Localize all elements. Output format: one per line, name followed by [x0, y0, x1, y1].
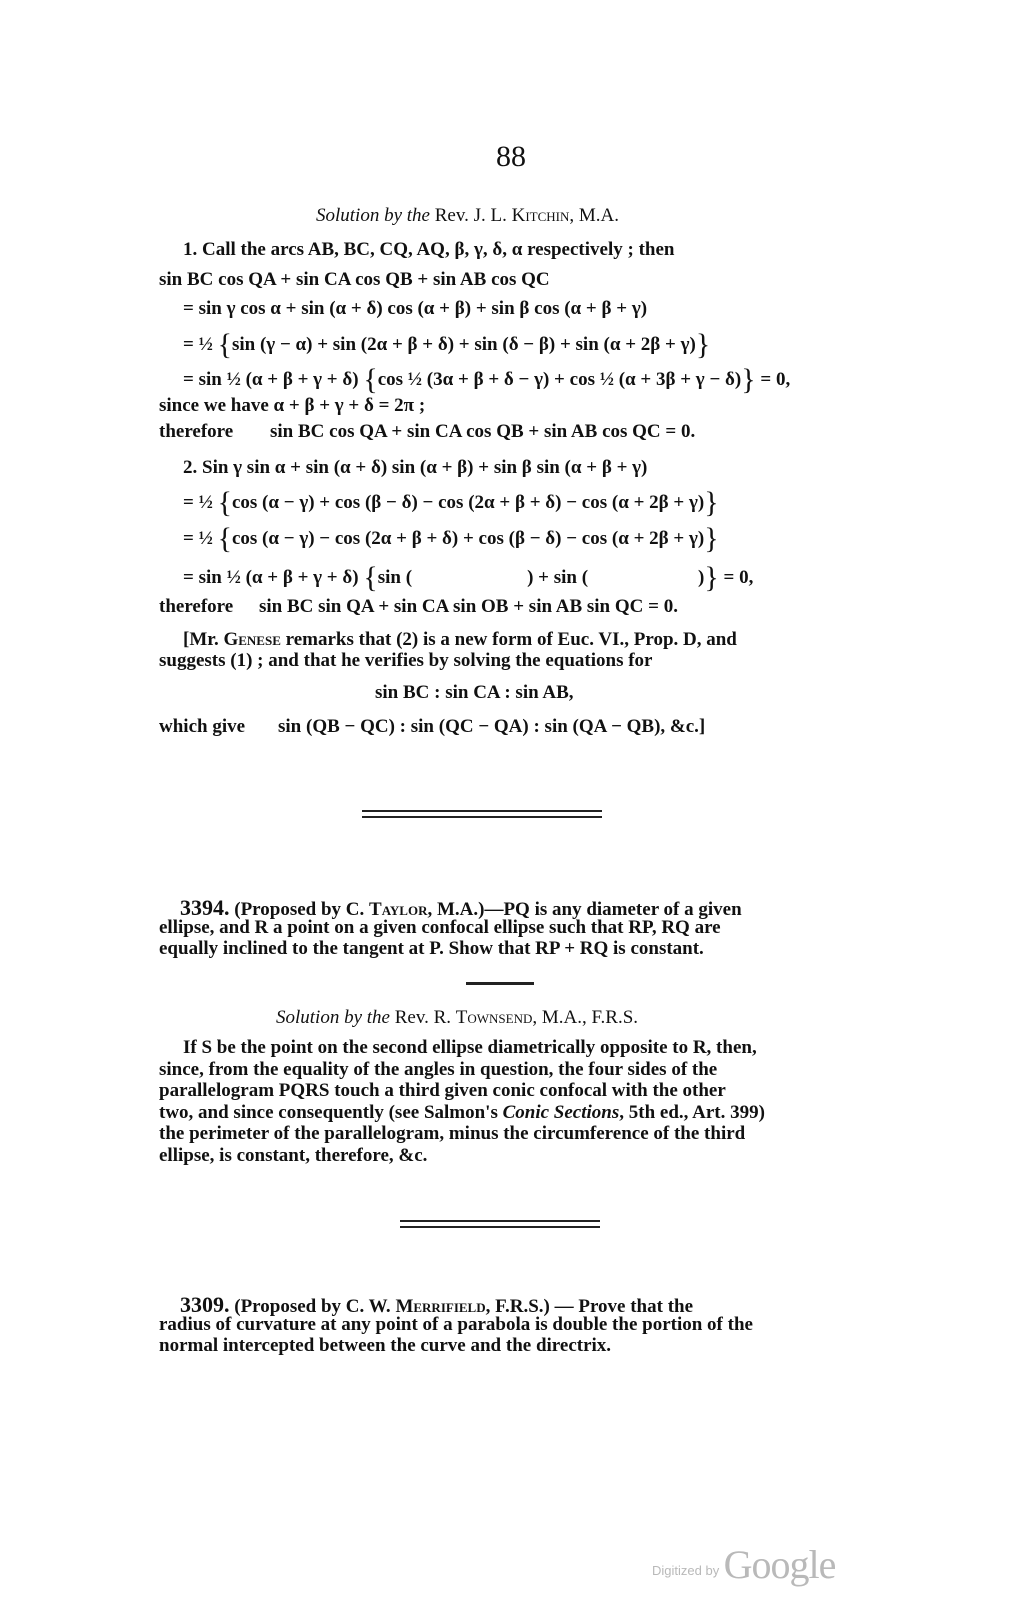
equation-line-5	[183, 522, 719, 556]
equation-line-6	[183, 561, 753, 595]
equation-part-b: ) + sin (	[527, 567, 589, 588]
ratio-line: sin BC : sin CA : sin AB,	[375, 682, 574, 703]
digitized-by-google-watermark	[652, 1541, 835, 1588]
remark-text: remarks that (2) is a new form of Euc. VI., Prop. D, and	[280, 629, 737, 650]
body-line-4	[159, 1102, 835, 1124]
question-3309-line-2: radius of curvature at any point of a parabola is double the portion of the	[159, 1314, 753, 1335]
solution-heading-prefix: Solution by the	[276, 1007, 390, 1028]
left-brace-glyph: {	[217, 328, 232, 361]
remark-line-1	[183, 629, 737, 651]
equation-body: cos (α − γ) + cos (β − δ) − cos (2α + β + δ) − cos (α + 2β + γ)	[231, 492, 705, 513]
remark-prefix: [Mr.	[183, 629, 224, 650]
left-brace-glyph: {	[363, 561, 378, 594]
solution-author-prefix: Rev. R.	[394, 1007, 456, 1028]
remark-line-2: suggests (1) ; and that he verifies by solving the equations for	[159, 650, 653, 671]
book-title: Conic Sections	[502, 1101, 620, 1123]
solution-author-degree: , M.A.	[569, 205, 620, 226]
equation-body: cos ½ (3α + β + δ − γ) + cos ½ (α + 3β + γ − δ)	[377, 369, 742, 390]
which-give-word: which give	[159, 716, 246, 737]
right-brace-glyph: }	[741, 363, 756, 396]
therefore-equation: sin BC sin QA + sin CA sin OB + sin AB sin QC = 0.	[259, 596, 678, 617]
question-text: PQ is any diameter of a given	[503, 899, 742, 920]
sin-sum-line: sin BC cos QA + sin CA cos QB + sin AB cos QC	[159, 269, 550, 290]
equation-tail: = 0,	[760, 369, 791, 390]
proposer-name: Merrifield	[395, 1296, 486, 1317]
solution-heading-kitchin	[316, 205, 619, 227]
digitized-by-text: Digitized by	[652, 1563, 720, 1578]
solution-author-prefix: Rev. J. L.	[434, 205, 512, 226]
google-logo: Google	[723, 1542, 836, 1587]
equation-part-a: sin (	[377, 567, 413, 588]
equation-part-c: )	[698, 567, 705, 588]
solution-author-name: Townsend	[455, 1007, 533, 1028]
question-3394-line-3: equally inclined to the tangent at P. Show that RP + RQ is constant.	[159, 938, 704, 959]
equation-tail: = 0,	[723, 567, 754, 588]
left-brace-glyph: {	[217, 486, 232, 519]
body-line-1: If S be the point on the second ellipse diametrically opposite to R, then,	[183, 1037, 757, 1058]
which-give-equation: sin (QB − QC) : sin (QC − QA) : sin (QA − QB), &c.]	[278, 716, 706, 737]
equation-lead: = ½	[183, 334, 213, 355]
remark-name: Genese	[223, 629, 281, 650]
question-3309-line-3: normal intercepted between the curve and the directrix.	[159, 1335, 612, 1356]
question-number: 3309.	[180, 1292, 230, 1317]
proposer-suffix: , F.R.S.) —	[485, 1296, 579, 1317]
proposer-prefix: (Proposed by C. W.	[234, 1296, 396, 1317]
equation-lead: = ½	[183, 492, 213, 513]
equation-lead: = ½	[183, 528, 213, 549]
solution-author-name: Kitchin	[511, 205, 570, 226]
equation-body: cos (α − γ) − cos (2α + β + δ) + cos (β − δ) − cos (α + 2β + γ)	[231, 528, 705, 549]
proposer-name: Taylor	[369, 899, 428, 920]
section-divider	[362, 810, 602, 818]
question-text: Prove that the	[578, 1296, 694, 1317]
right-brace-glyph: }	[704, 486, 719, 519]
proposer-suffix: , M.A.)—	[427, 899, 504, 920]
therefore-word: therefore	[159, 596, 234, 617]
part-one-intro: 1. Call the arcs AB, BC, CQ, AQ, β, γ, δ, α respectively ; then	[183, 239, 675, 260]
section-divider	[400, 1220, 600, 1228]
right-brace-glyph: }	[704, 561, 719, 594]
question-3394-line-2: ellipse, and R a point on a given confocal ellipse such that RP, RQ are	[159, 917, 721, 938]
right-brace-glyph: }	[704, 522, 719, 555]
since-line: since we have α + β + γ + δ = 2π ;	[159, 395, 426, 416]
proposer-prefix: (Proposed by C.	[234, 899, 370, 920]
equation-line-4	[183, 486, 719, 520]
solution-heading-prefix: Solution by the	[316, 205, 430, 226]
body-line-3: parallelogram PQRS touch a third given conic confocal with the other	[159, 1080, 726, 1101]
solution-heading-townsend	[276, 1007, 638, 1029]
body-line-2: since, from the equality of the angles in question, the four sides of the	[159, 1058, 718, 1080]
part-two-line: 2. Sin γ sin α + sin (α + δ) sin (α + β) + sin β sin (α + β + γ)	[183, 457, 648, 478]
equation-lead: = sin ½ (α + β + γ + δ)	[183, 567, 359, 588]
therefore-equation: sin BC cos QA + sin CA cos QB + sin AB cos QC = 0.	[270, 421, 696, 442]
left-brace-glyph: {	[217, 522, 232, 555]
short-divider	[466, 982, 534, 985]
right-brace-glyph: }	[695, 328, 711, 361]
body-line-5: the perimeter of the parallelogram, minus the circumference of the third	[159, 1123, 746, 1144]
page-number: 88	[496, 140, 526, 173]
body-line-6: ellipse, is constant, therefore, &c.	[159, 1144, 428, 1166]
equation-line-2	[183, 328, 710, 362]
equation-lead: = sin ½ (α + β + γ + δ)	[183, 369, 359, 390]
body-line-4-suffix: , 5th ed., Art. 399)	[619, 1101, 765, 1123]
equation-line-3	[183, 363, 790, 397]
solution-townsend-body	[159, 1037, 835, 1166]
question-number: 3394.	[180, 895, 230, 920]
solution-author-degree: , M.A., F.R.S.	[532, 1007, 639, 1028]
equation-line-1: = sin γ cos α + sin (α + δ) cos (α + β) + sin β cos (α + β + γ)	[183, 298, 648, 319]
body-line-4-prefix: two, and since consequently (see Salmon's	[159, 1101, 503, 1123]
therefore-word: therefore	[159, 421, 234, 442]
equation-body: sin (γ − α) + sin (2α + β + δ) + sin (δ − β) + sin (α + 2β + γ)	[231, 334, 696, 355]
left-brace-glyph: {	[363, 363, 378, 396]
